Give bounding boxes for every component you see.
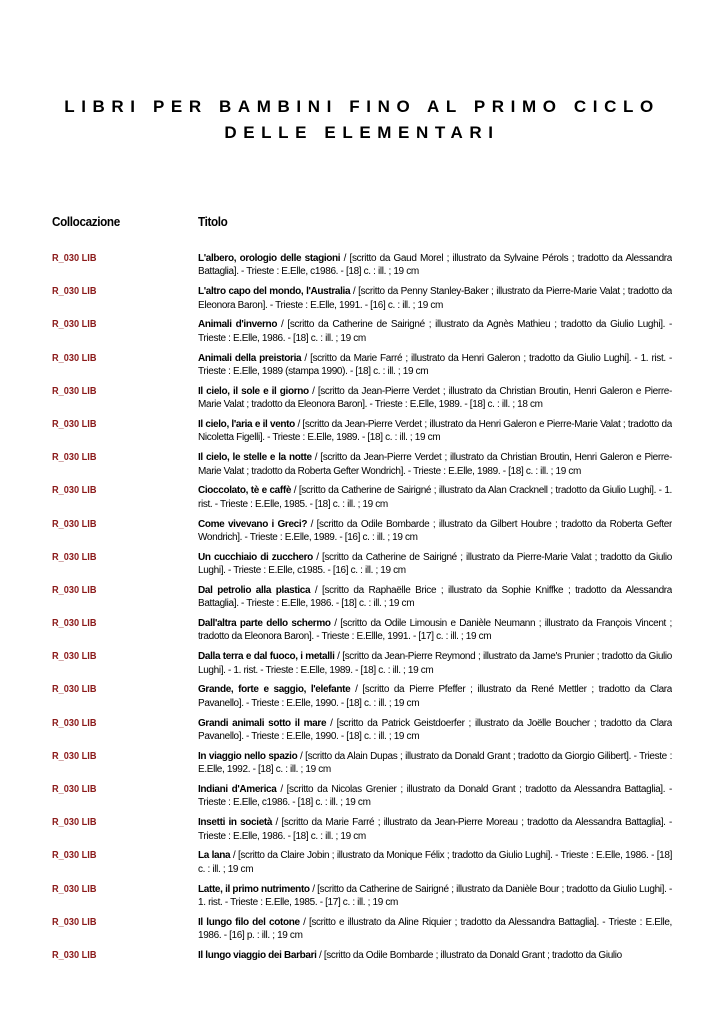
book-title: Dall'altra parte dello schermo — [198, 618, 331, 630]
catalog-record — [52, 949, 672, 982]
bibliographic-details: / [scritto da Nicolas Grenier ; illustrato da Donald Grant ; tradotto da Alessandra Battaglia]. - Trieste : E.Elle, c1986. - [18] c. : ill. ; 19 cm — [198, 784, 672, 809]
catalog-record — [52, 883, 672, 916]
catalog-record — [52, 650, 672, 683]
record-description — [198, 849, 672, 876]
column-header-titolo: Titolo — [198, 214, 228, 229]
catalog-record — [52, 551, 672, 584]
book-title: L'albero, orologio delle stagioni — [198, 253, 341, 264]
catalog-record — [52, 584, 672, 617]
page-title: LIBRI PER BAMBINI FINO AL PRIMO CICLO DELLE ELEMENTARI — [64, 97, 660, 142]
bibliographic-details: / [scritto da Patrick Geistdoerfer ; illustrato da Joëlle Boucher ; tradotto da Clara Pavanello]. - Trieste : E.Elle, 1990. - [18] c. : ill. ; 19 cm — [198, 717, 672, 743]
catalog-record — [52, 418, 672, 451]
record-description — [198, 285, 672, 312]
book-title: Il cielo, il sole e il giorno — [198, 385, 309, 397]
catalog-records-list — [52, 252, 672, 982]
record-description — [198, 683, 672, 710]
bibliographic-details: / [scritto da Jean-Pierre Reymond ; illustrato da Jame's Prunier ; tradotto da Giulio Lughi]. - 1. rist. - Trieste : E.Elle, 1989. - [18] c. : ill. ; 19 cm — [198, 651, 672, 676]
record-description — [198, 418, 672, 445]
book-title: Insetti in società — [198, 817, 273, 829]
catalog-record — [52, 849, 672, 882]
book-title: Il cielo, le stelle e la notte — [198, 452, 312, 464]
book-title: Il lungo filo del cotone — [198, 916, 300, 928]
bibliographic-details: / [scritto da Raphaëlle Brice ; illustrato da Sophie Kniffke ; tradotto da Alessandra Battaglia]. - Trieste : E.Elle, 1986. - [18] c. : ill. ; 19 cm — [198, 584, 672, 610]
shelfmark: R_030 LIB — [52, 584, 97, 596]
catalog-record — [52, 451, 672, 484]
shelfmark: R_030 LIB — [52, 784, 97, 795]
shelfmark: R_030 LIB — [52, 618, 97, 630]
bibliographic-details: / [scritto da Penny Stanley-Baker ; illustrato da Pierre-Marie Valat ; tradotto da Eleonora Baron]. - Trieste : E.Elle, 1991. - [16] c. : ill. ; 19 cm — [198, 286, 672, 311]
shelfmark: R_030 LIB — [52, 817, 97, 829]
shelfmark: R_030 LIB — [52, 485, 97, 497]
catalog-record — [52, 484, 672, 517]
book-title: Dal petrolio alla plastica — [198, 584, 311, 596]
catalog-record — [52, 318, 672, 351]
catalog-record — [52, 816, 672, 849]
book-title: Indiani d'America — [198, 784, 277, 795]
book-title: Grandi animali sotto il mare — [198, 717, 327, 729]
book-title: In viaggio nello spazio — [198, 750, 298, 762]
record-description — [198, 949, 672, 962]
book-title: Un cucchiaio di zucchero — [198, 551, 313, 563]
shelfmark: R_030 LIB — [52, 850, 97, 862]
record-description — [198, 816, 672, 843]
book-title: Latte, il primo nutrimento — [198, 883, 310, 895]
record-description — [198, 551, 672, 578]
shelfmark: R_030 LIB — [52, 319, 97, 331]
book-title: Animali d'inverno — [198, 319, 278, 331]
bibliographic-details: / [scritto da Claire Jobin ; illustrato da Monique Félix ; tradotto da Giulio Lughi]. - Trieste : E.Elle, 1986. - [18] c. : ill. ; 19 cm — [198, 850, 672, 875]
catalog-record — [52, 617, 672, 650]
shelfmark: R_030 LIB — [52, 518, 97, 530]
catalog-record — [52, 750, 672, 783]
bibliographic-details: / [scritto da Catherine de Sairigné ; illustrato da Agnès Mathieu ; tradotto da Giulio Lughi]. - Trieste : E.Elle, 1986. - [18] c. : ill. ; 19 cm — [198, 319, 672, 344]
bibliographic-details: / [scritto da Catherine de Sairigné ; illustrato da Alan Cracknell ; tradotto da Giulio Lughi]. - 1. rist. - Trieste : E.Elle, 1985. - [18] c. : ill. ; 19 cm — [198, 485, 672, 510]
catalog-record — [52, 352, 672, 385]
bibliographic-details: / [scritto e illustrato da Aline Riquier ; tradotto da Alessandra Battaglia]. - Trieste : E.Elle, 1986. - [16] p. : ill. ; 19 cm — [198, 916, 672, 942]
shelfmark: R_030 LIB — [52, 253, 97, 264]
catalog-record — [52, 518, 672, 551]
book-title: Animali della preistoria — [198, 352, 302, 364]
shelfmark: R_030 LIB — [52, 418, 97, 430]
record-description — [198, 584, 672, 611]
bibliographic-details: / [scritto da Pierre Pfeffer ; illustrato da René Mettler ; tradotto da Clara Pavanello]. - Trieste : E.Elle, 1990. - [18] c. : ill. ; 19 cm — [198, 684, 672, 709]
catalog-record — [52, 385, 672, 418]
book-title: La lana — [198, 850, 231, 862]
record-description — [198, 750, 672, 777]
bibliographic-details: / [scritto da Gaud Morel ; illustrato da Sylvaine Pérols ; tradotto da Alessandra Battaglia]. - Trieste : E.Elle, c1986. - [18] c. : ill. ; 19 cm — [198, 253, 672, 278]
record-description — [198, 518, 672, 545]
catalog-record — [52, 683, 672, 716]
record-description — [198, 617, 672, 644]
bibliographic-details: / [scritto da Odile Limousin e Danièle Neumann ; illustrato da François Vincent ; tradotto da Eleonora Baron]. - Trieste : E.Ellle, 1991. - [17] c. : ill. ; 19 cm — [198, 618, 672, 643]
bibliographic-details: / [scritto da Alain Dupas ; illustrato da Donald Grant ; tradotto da Giorgio Gilibert]. - Trieste : E.Elle, 1992. - [18] c. : ill. ; 19 cm — [198, 750, 672, 776]
shelfmark: R_030 LIB — [52, 651, 97, 663]
column-header-collocazione: Collocazione — [52, 214, 120, 229]
bibliographic-details: / [scritto da Odile Bombarde ; illustrato da Donald Grant ; tradotto da Giulio — [316, 949, 622, 961]
book-title: Il lungo viaggio dei Barbari — [198, 949, 317, 961]
book-title: Grande, forte e saggio, l'elefante — [198, 684, 351, 696]
book-title: Il cielo, l'aria e il vento — [198, 418, 295, 430]
book-title: Dalla terra e dal fuoco, i metalli — [198, 651, 335, 663]
record-description — [198, 451, 672, 478]
shelfmark: R_030 LIB — [52, 883, 97, 895]
shelfmark: R_030 LIB — [52, 452, 97, 464]
bibliographic-details: / [scritto da Jean-Pierre Verdet ; illustrato da Christian Broutin, Henri Galeron e Pierre-Marie Valat ; tradotto da Roberta Gefter Wondrich]. - Trieste : E.Elle, 1989. - [18] c. : ill. ; 19 cm — [198, 452, 672, 477]
shelfmark: R_030 LIB — [52, 750, 97, 762]
record-description — [198, 318, 672, 345]
bibliographic-details: / [scritto da Marie Farré ; illustrato da Henri Galeron ; tradotto da Giulio Lughi]. - 1. rist. - Trieste : E.Elle, 1989 (stampa 1990). - [18] c. : ill. ; 19 cm — [198, 352, 672, 377]
shelfmark: R_030 LIB — [52, 385, 97, 397]
catalog-record — [52, 252, 672, 285]
shelfmark: R_030 LIB — [52, 916, 97, 928]
record-description — [198, 916, 672, 943]
catalog-record — [52, 916, 672, 949]
catalog-record — [52, 285, 672, 318]
record-description — [198, 650, 672, 677]
shelfmark: R_030 LIB — [52, 717, 97, 729]
catalog-record — [52, 717, 672, 750]
shelfmark: R_030 LIB — [52, 551, 97, 563]
record-description — [198, 352, 672, 379]
record-description — [198, 252, 672, 279]
bibliographic-details: / [scritto da Catherine de Sairigné ; illustrato da Pierre-Marie Valat ; tradotto da Giulio Lughi]. - Trieste : E.Elle, c1985. - [16] c. : ill. ; 19 cm — [198, 551, 672, 577]
book-title: Come vivevano i Greci? — [198, 518, 308, 530]
bibliographic-details: / [scritto da Odile Bombarde ; illustrato da Gilbert Houbre ; tradotto da Roberta Gefter Wondrich]. - Trieste : E.Elle, 1989. - [16] c. : ill. ; 19 cm — [198, 518, 672, 543]
record-description — [198, 385, 672, 412]
shelfmark: R_030 LIB — [52, 949, 97, 961]
record-description — [198, 484, 672, 511]
bibliographic-details: / [scritto da Jean-Pierre Verdet ; illustrato da Christian Broutin, Henri Galeron e Pierre-Marie Valat ; tradotto da Eleonora Baron]. - Trieste : E.Elle, 1989. - [18] c. : ill. ; 18 cm — [198, 385, 672, 411]
record-description — [198, 783, 672, 810]
shelfmark: R_030 LIB — [52, 352, 97, 364]
record-description — [198, 883, 672, 910]
catalog-record — [52, 783, 672, 816]
bibliographic-details: / [scritto da Catherine de Sairigné ; illustrato da Danièle Bour ; tradotto da Giulio Lughi]. - 1. rist. - Trieste : E.Elle, 1985. - [17] c. : ill. ; 19 cm — [198, 883, 672, 908]
bibliographic-details: / [scritto da Jean-Pierre Verdet ; illustrato da Henri Galeron e Pierre-Marie Valat ; tradotto da Nicoletta Figelli]. - Trieste : E.Elle, 1989. - [18] c. : ill. ; 19 cm — [198, 418, 672, 444]
bibliographic-details: / [scritto da Marie Farré ; illustrato da Jean-Pierre Moreau ; tradotto da Alessandra Battaglia]. - Trieste : E.Elle, 1986. - [18] c. : ill. ; 19 cm — [198, 817, 672, 842]
record-description — [198, 717, 672, 744]
book-title: Cioccolato, tè e caffè — [198, 485, 292, 497]
shelfmark: R_030 LIB — [52, 286, 97, 298]
book-title: L'altro capo del mondo, l'Australia — [198, 286, 351, 298]
shelfmark: R_030 LIB — [52, 684, 97, 696]
